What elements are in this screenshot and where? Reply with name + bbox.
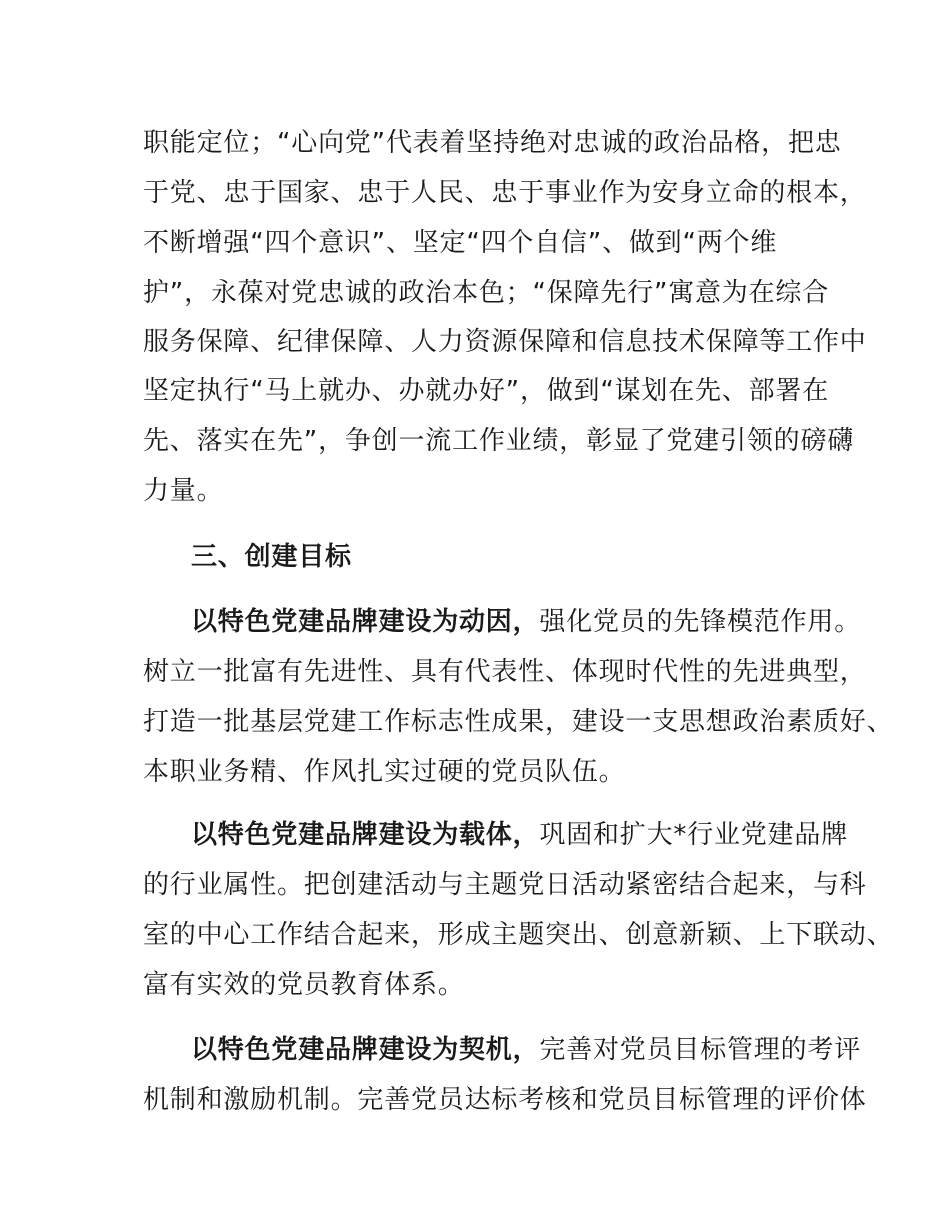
paragraph-4-line-1-rest: 完善对党员目标管理的考评 (539, 1035, 862, 1065)
paragraph-1-line-2: 于党、忠于国家、忠于人民、忠于事业作为安身立命的根本， (143, 178, 867, 208)
paragraph-2-line-2: 树立一批富有先进性、具有代表性、体现时代性的先进典型， (143, 657, 867, 687)
paragraph-2-line-4: 本职业务精、作风扎实过硬的党员队伍。 (143, 757, 626, 787)
paragraph-4-line-2: 机制和激励机制。完善党员达标考核和党员目标管理的评价体 (143, 1085, 867, 1115)
paragraph-4-lead: 以特色党建品牌建设为契机， (191, 1035, 540, 1065)
paragraph-1-line-1: 职能定位；“心向党”代表着坚持绝对忠诚的政治品格，把忠 (143, 128, 842, 158)
paragraph-3-line-3: 室的中心工作结合起来，形成主题突出、创意新颖、上下联动、 (143, 920, 894, 950)
paragraph-2-line-1 (191, 605, 861, 639)
section-heading: 三、创建目标 (191, 542, 352, 572)
paragraph-1-line-7: 先、落实在先”，争创一流工作业绩，彰显了党建引领的磅礴 (143, 426, 855, 456)
paragraph-2-lead: 以特色党建品牌建设为动因， (191, 607, 540, 637)
paragraph-4-line-1 (191, 1033, 861, 1067)
paragraph-3-line-2: 的行业属性。把创建活动与主题党日活动紧密结合起来，与科 (143, 870, 867, 900)
paragraph-1-line-6: 坚定执行“马上就办、办就办好”，做到“谋划在先、部署在 (143, 376, 830, 406)
paragraph-3-line-1-rest: 巩固和扩大*行业党建品牌 (539, 820, 849, 850)
paragraph-3-line-1 (191, 818, 848, 852)
paragraph-1-line-5: 服务保障、纪律保障、人力资源保障和信息技术保障等工作中 (143, 327, 867, 357)
paragraph-2-line-1-rest: 强化党员的先锋模范作用。 (539, 607, 862, 637)
paragraph-3-line-4: 富有实效的党员教育体系。 (143, 970, 465, 1000)
paragraph-1-line-3: 不断增强“四个意识”、坚定“四个自信”、做到“两个维 (143, 228, 778, 258)
paragraph-1-line-8: 力量。 (143, 476, 224, 506)
paragraph-2-line-3: 打造一批基层党建工作标志性成果，建设一支思想政治素质好、 (143, 707, 894, 737)
paragraph-1-line-4: 护”，永葆对党忠诚的政治本色；“保障先行”寓意为在综合 (143, 278, 830, 308)
paragraph-3-lead: 以特色党建品牌建设为载体， (191, 820, 540, 850)
